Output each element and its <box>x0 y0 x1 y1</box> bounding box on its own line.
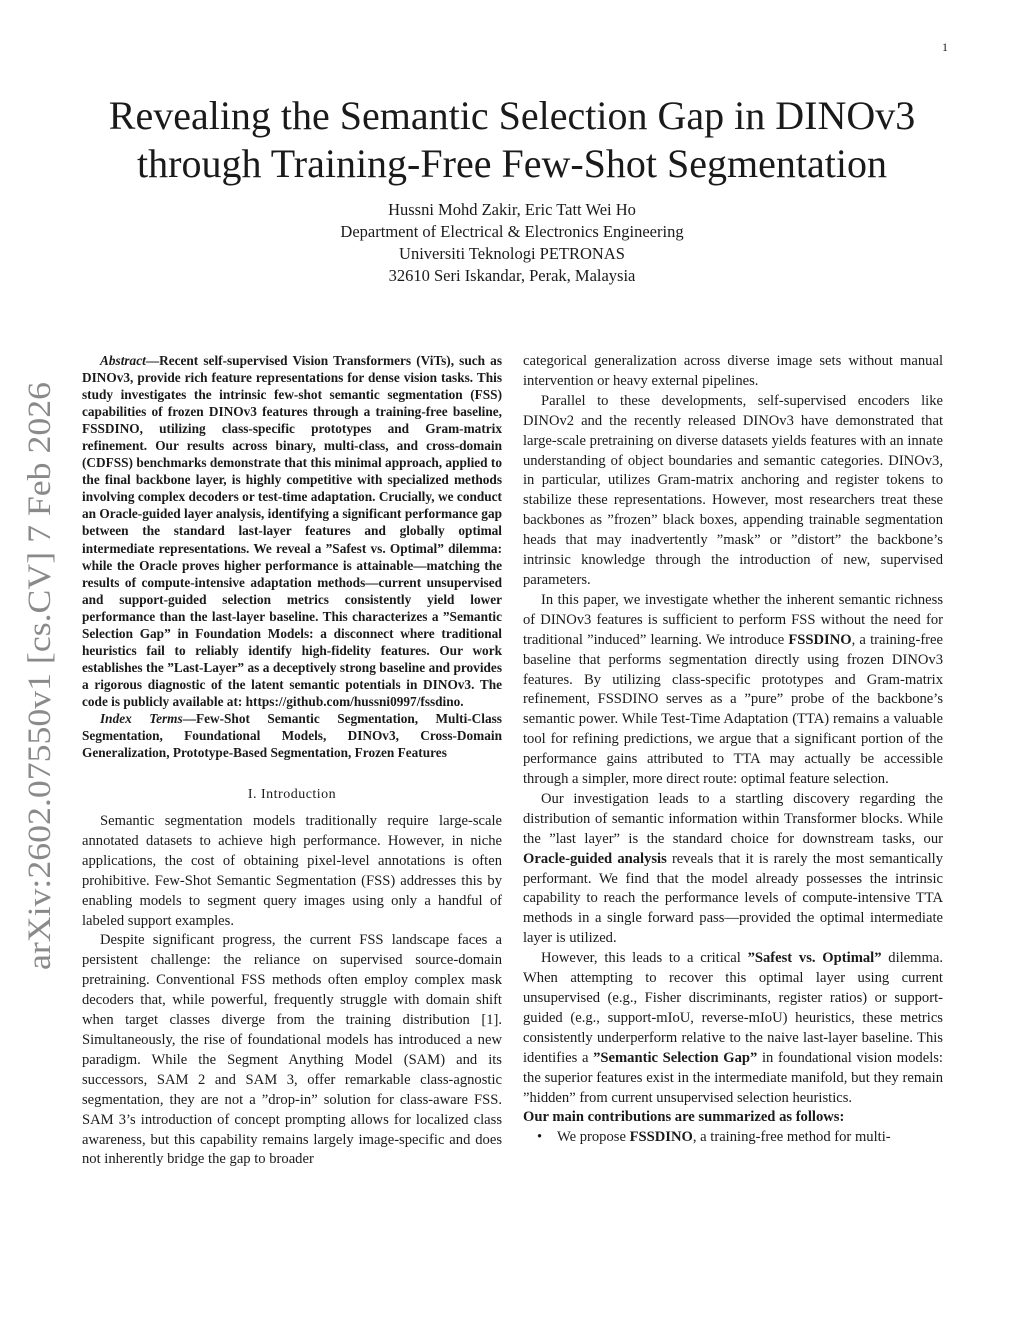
abstract <box>82 352 502 710</box>
paper-title <box>60 92 964 188</box>
contribution-bullet-1 <box>537 1128 943 1148</box>
p5-text-b: reveals that it is rarely the most semantically performant. We find that the model already possesses the intrinsic capability to reach the performance levels of compute-intensive TTA methods in a single forward pass—provided the optimal intermediate layer is utilized. <box>523 850 943 947</box>
intro-paragraph-2: Despite significant progress, the current FSS landscape faces a persistent challenge: the reliance on supervised source-domain pretraining. Conventional FSS methods often employ complex mask decoders that, while powerful, frequently struggle with domain shift when target classes diverge from the training distribution [1]. Simultaneously, the rise of foundational models has introduced a new paradigm. While the Segment Anything Model (SAM) and its successors, SAM 2 and SAM 3, offer remarkable class-agnostic segmentation, they are not a ”drop-in” solution for class-aware FSS. SAM 3’s introduction of concept prompting allows for localized class awareness, but this capability remains largely image-specific and does not inherently bridge the gap to broader <box>82 932 502 1168</box>
left-column <box>82 352 502 1170</box>
bullet-1-text <box>557 1128 891 1148</box>
contributions-heading: Our main contributions are summarized as follows: <box>523 1109 845 1126</box>
p5-text-a: Our investigation leads to a startling discovery regarding the distribution of semantic information within Transformer blocks. While the ”last layer” is the standard choice for downstream tasks, our <box>523 790 943 847</box>
intro-paragraph-2-continued: categorical generalization across diverse image sets without manual intervention or heavy external pipelines. <box>523 353 943 389</box>
p6-text-a: However, this leads to a critical <box>541 950 748 967</box>
bullet-1-text-a: We propose <box>557 1129 630 1146</box>
title-line-2: through Training-Free Few-Shot Segmentation <box>137 141 887 186</box>
p4-text-a: In this paper, we investigate whether the inherent semantic richness of DINOv3 features is sufficient to perform FSS without the need for traditional ”induced” learning. We introduce <box>523 591 943 648</box>
p6-text-b: dilemma. When attempting to recover this optimal layer using current unsupervised (e.g., Fisher discriminants, register ratios) or support-guided (e.g., support-mIoU, reverse-mIoU) heuristics, these metrics consistently underperform relative to the naive last-layer baseline. This identifies a <box>523 950 943 1066</box>
author-block <box>200 199 824 287</box>
fssdino-term: FSSDINO <box>788 631 852 648</box>
intro-paragraph-6 <box>523 949 943 1108</box>
safest-vs-optimal-term: ”Safest vs. Optimal” <box>747 950 882 967</box>
arxiv-identifier-text: arXiv:2602.07550v1 [cs.CV] 7 Feb 2026 <box>22 427 58 970</box>
right-column <box>523 352 943 1148</box>
arxiv-identifier-stamp <box>16 380 60 970</box>
intro-paragraph-4 <box>523 591 943 790</box>
author-department: Department of Electrical & Electronics Engineering <box>340 222 684 241</box>
author-address: 32610 Seri Iskandar, Perak, Malaysia <box>388 266 636 285</box>
abstract-text: —Recent self-supervised Vision Transformers (ViTs), such as DINOv3, provide rich feature representations for dense vision tasks. This study investigates the intrinsic few-shot semantic segmentation (FSS) capabilities of frozen DINOv3 features through a training-free baseline, FSSDINO, utilizing class-specific prototypes and Gram-matrix refinement. Our results across binary, multi-class, and cross-domain (CDFSS) benchmarks demonstrate that this minimal approach, applied to the final backbone layer, is highly competitive with specialized methods involving complex decoders or test-time adaptation. Crucially, we conduct an Oracle-guided layer analysis, identifying a significant performance gap between the standard last-layer features and globally optimal intermediate representations. We reveal a ”Safest vs. Optimal” dilemma: while the Oracle proves higher performance is attainable—matching the results of compute-intensive adaptation methods—current unsupervised and support-guided selection metrics consistently yield lower performance than the last-layer baseline. This characterizes a ”Semantic Selection Gap” in Foundation Models: a disconnect where traditional heuristics fail to reliably identify high-fidelity features. Our work establishes the ”Last-Layer” as a deceptively strong baseline and provides a rigorous diagnostic of the latent semantic potentials in DINOv3. The code is publicly available at: https://github.com/hussni0997/fssdino. <box>82 353 502 709</box>
oracle-analysis-term: Oracle-guided analysis <box>523 850 667 867</box>
index-terms-text: —Few-Shot Semantic Segmentation, Multi-Class Segmentation, Foundational Models, DINOv3, Cross-Domain Generalization, Prototype-Based Segmentation, Frozen Features <box>82 710 502 761</box>
index-terms <box>82 710 502 761</box>
intro-paragraph-3: Parallel to these developments, self-supervised encoders like DINOv2 and the recently released DINOv3 have demonstrated that large-scale pretraining on diverse datasets yields features with an innate understanding of object boundaries and semantic categories. DINOv3, in particular, utilizes Gram-matrix anchoring and register tokens to stabilize these representations. However, most researchers treat these backbones as ”frozen” black boxes, appending trainable segmentation heads that may inadvertently ”mask” or ”distort” the backbone’s intrinsic knowledge through the introduction of new, supervised parameters. <box>523 392 943 588</box>
section-heading-introduction: I. Introduction <box>247 787 337 803</box>
bullet-dot-icon: • <box>537 1129 543 1146</box>
abstract-label: Abstract <box>100 353 146 368</box>
intro-paragraph-5 <box>523 790 943 949</box>
index-terms-label: Index Terms <box>100 710 183 726</box>
title-line-1: Revealing the Semantic Selection Gap in DINOv3 <box>108 93 916 138</box>
arxiv-stamp-svg <box>16 380 60 970</box>
p4-text-b: , a training-free baseline that performs segmentation directly using frozen DINOv3 features. By utilizing class-specific prototypes and Gram-matrix refinement, FSSDINO serves as a ”pure” probe of the backbone’s semantic power. While Test-Time Adaptation (TTA) remains a valuable tool for refining predictions, we argue that a significant portion of the performance gains attributed to TTA may actually be accessible through a simpler, more direct route: optimal feature selection. <box>523 631 943 788</box>
author-university: Universiti Teknologi PETRONAS <box>399 244 625 263</box>
p6-text-c: in foundational vision models: the superior features exist in the intermediate manifold, but they remain ”hidden” from current unsupervised selection heuristics. <box>523 1049 943 1106</box>
bullet-1-fssdino-term: FSSDINO <box>629 1129 693 1146</box>
page-number: 1 <box>942 40 948 54</box>
semantic-selection-gap-term: ”Semantic Selection Gap” <box>593 1049 758 1066</box>
bullet-1-text-b: , a training-free method for multi- <box>692 1129 891 1146</box>
intro-paragraph-1: Semantic segmentation models traditionally require large-scale annotated datasets to achieve high performance. However, in niche applications, the cost of obtaining pixel-level annotations is often prohibitive. Few-Shot Semantic Segmentation (FSS) addresses this by enabling models to segment query images using only a handful of labeled support examples. <box>82 813 502 929</box>
author-names: Hussni Mohd Zakir, Eric Tatt Wei Ho <box>388 200 636 219</box>
